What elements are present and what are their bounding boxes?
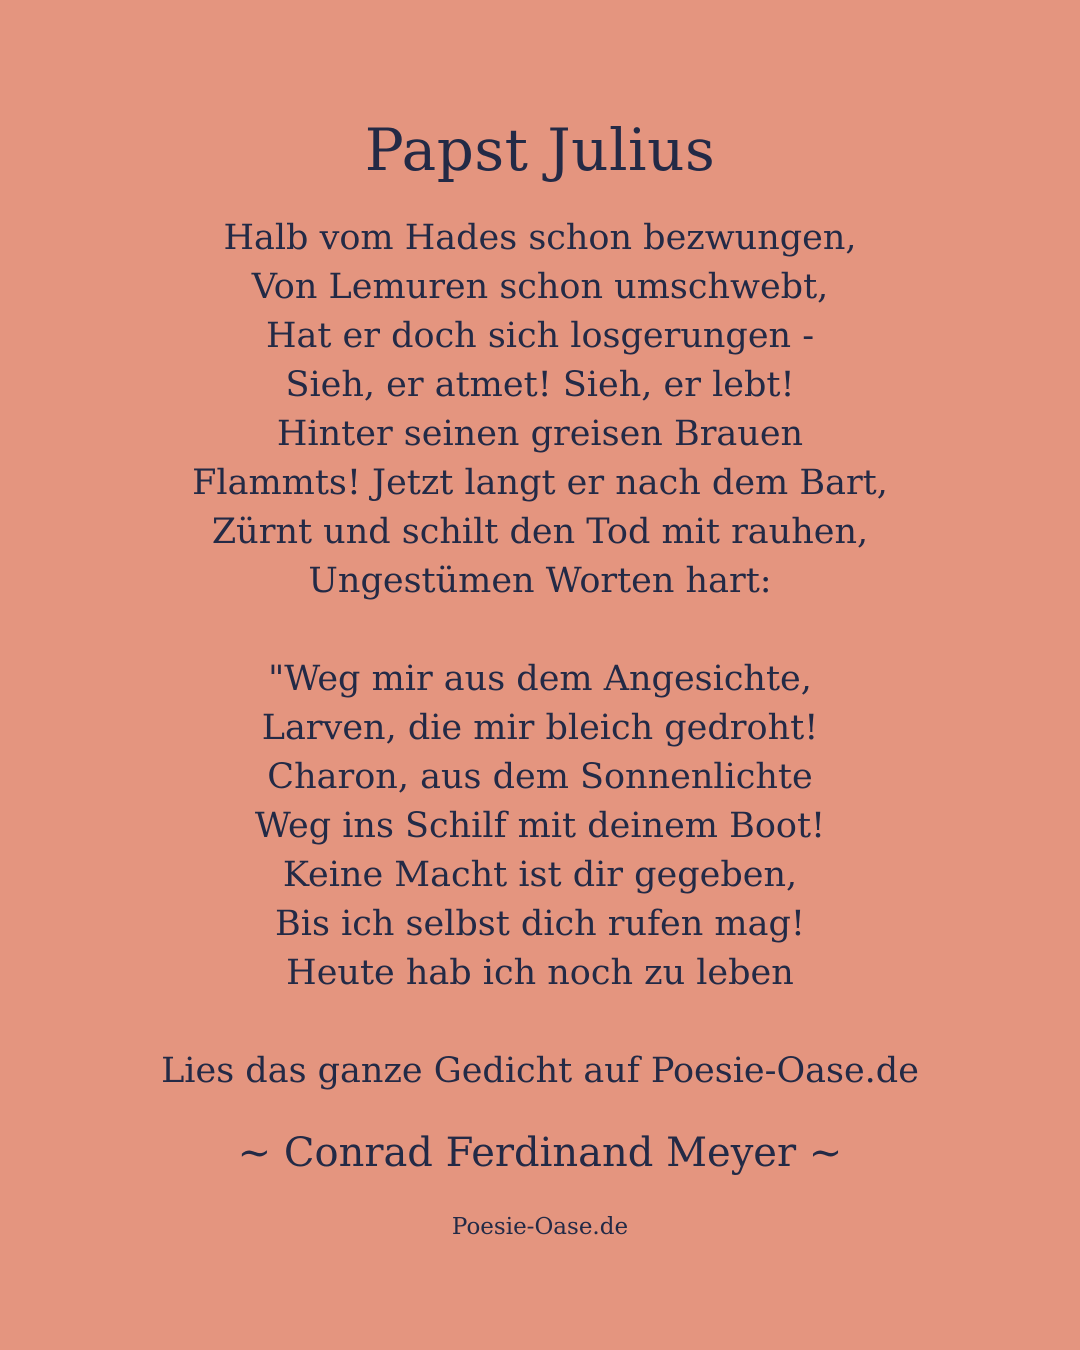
poem-line: Larven, die mir bleich gedroht! (261, 708, 819, 748)
site-watermark: Poesie-Oase.de (451, 1214, 629, 1240)
stanza-2 (0, 655, 1080, 998)
poem-line: Halb vom Hades schon bezwungen, (223, 218, 857, 258)
poem-title: Papst Julius (364, 116, 716, 184)
poem-line: Heute hab ich noch zu leben (286, 953, 794, 993)
poem-line: Von Lemuren schon umschwebt, (251, 267, 829, 307)
poem-line: Weg ins Schilf mit deinem Boot! (254, 806, 826, 846)
poem-line: Ungestümen Worten hart: (308, 561, 772, 601)
poem-line: Flammts! Jetzt langt er nach dem Bart, (192, 463, 888, 503)
poem-line: Sieh, er atmet! Sieh, er lebt! (285, 365, 795, 405)
poem-line: Hat er doch sich losgerungen - (265, 316, 815, 356)
poem-line: "Weg mir aus dem Angesichte, (268, 659, 812, 699)
poem-line: Bis ich selbst dich rufen mag! (275, 904, 805, 944)
poem-line: Keine Macht ist dir gegeben, (282, 855, 798, 895)
poem-line: Hinter seinen greisen Brauen (276, 414, 804, 454)
read-full-poem-text: Lies das ganze Gedicht auf Poesie-Oase.de (161, 1051, 919, 1091)
author-name: ~ Conrad Ferdinand Meyer ~ (237, 1130, 843, 1176)
poem-line: Charon, aus dem Sonnenlichte (267, 757, 813, 797)
poem-line: Zürnt und schilt den Tod mit rauhen, (211, 512, 869, 552)
stanza-1 (0, 214, 1080, 606)
